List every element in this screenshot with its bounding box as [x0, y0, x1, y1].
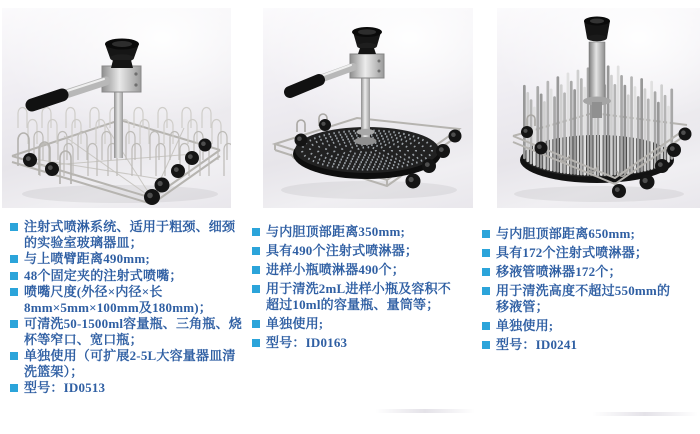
bullet-square-icon: [252, 247, 260, 255]
spec-text: 进样小瓶喷淋器490个；: [266, 262, 405, 277]
bullet-square-icon: [252, 228, 260, 236]
spec-text: 48个固定夹的注射式喷嘴；: [24, 267, 183, 283]
spec-item: [10, 316, 242, 347]
bullet-square-icon: [10, 320, 18, 328]
bullet-square-icon: [482, 322, 490, 330]
spec-item: [252, 316, 458, 332]
bullet-square-icon: [10, 272, 18, 280]
spec-text: 具有172个注射式喷淋器；: [496, 245, 649, 260]
spec-item: [10, 348, 242, 379]
spec-item: [252, 243, 458, 259]
spec-item: [252, 224, 458, 240]
spec-text: 与上喷臂距离490mm;: [24, 251, 150, 266]
spec-text: 具有490个注射式喷淋器；: [266, 243, 419, 258]
product-photo-panel-1: [2, 8, 231, 208]
spec-text: 用于清洗2mL进样小瓶及容积不超过10ml的容量瓶、量筒等；: [266, 281, 452, 312]
pipette-tube-basket-photo: [497, 8, 700, 208]
spec-item: [482, 337, 678, 353]
product-photo-panel-2: [263, 8, 473, 208]
spec-text: 型号：ID0513: [24, 380, 106, 395]
bullet-square-icon: [482, 268, 490, 276]
product-specs-column-2: [252, 224, 458, 354]
spec-text: 单独使用;: [496, 318, 554, 333]
spec-text: 单独使用（可扩展2-5L大容量器皿清洗篮架）；: [24, 348, 236, 379]
product-photo-panel-3: [497, 8, 700, 208]
spec-text: 可清洗50-1500ml容量瓶、三角瓶、烧杯等窄口、宽口瓶；: [24, 316, 242, 347]
spec-text: 喷嘴尺度(外径×内径×长8mm×5mm×100mm及180mm)；: [24, 284, 212, 315]
spec-text: 与内胆顶部距离650mm;: [496, 226, 636, 241]
spec-text: 移液管喷淋器172个；: [496, 264, 622, 279]
spec-item: [252, 262, 458, 278]
scan-artifact: [592, 412, 698, 416]
bullet-square-icon: [10, 352, 18, 360]
bullet-square-icon: [10, 223, 18, 231]
spec-text: 型号：ID0163: [266, 335, 348, 350]
spec-item: [252, 281, 458, 313]
spec-item: [252, 335, 458, 351]
spec-item: [482, 226, 678, 242]
bullet-square-icon: [482, 287, 490, 295]
spec-item: [10, 268, 242, 284]
spec-item: [10, 251, 242, 267]
injection-nozzle-basket-photo: [2, 8, 231, 208]
product-specs-column-3: [482, 226, 678, 356]
bullet-square-icon: [482, 341, 490, 349]
bullet-square-icon: [10, 384, 18, 392]
bullet-square-icon: [252, 339, 260, 347]
spec-item: [10, 380, 242, 396]
spec-item: [482, 264, 678, 280]
spec-item: [482, 283, 678, 315]
vial-spray-disc-basket-photo: [263, 8, 473, 208]
spec-text: 注射式喷淋系统、适用于粗颈、细颈的实验室玻璃器皿；: [24, 219, 236, 250]
bullet-square-icon: [252, 285, 260, 293]
spec-item: [482, 318, 678, 334]
spec-text: 型号：ID0241: [496, 337, 578, 352]
bullet-square-icon: [482, 249, 490, 257]
spec-item: [10, 219, 242, 250]
spec-text: 与内胆顶部距离350mm;: [266, 224, 406, 239]
bullet-square-icon: [252, 320, 260, 328]
bullet-square-icon: [482, 230, 490, 238]
spec-item: [10, 284, 242, 315]
bullet-square-icon: [10, 288, 18, 296]
spec-text: 用于清洗高度不超过550mm的移液管；: [496, 283, 671, 314]
spec-text: 单独使用;: [266, 316, 324, 331]
bullet-square-icon: [10, 255, 18, 263]
bullet-square-icon: [252, 266, 260, 274]
spec-item: [482, 245, 678, 261]
scan-artifact: [375, 409, 475, 413]
product-specs-column-1: [10, 219, 242, 397]
